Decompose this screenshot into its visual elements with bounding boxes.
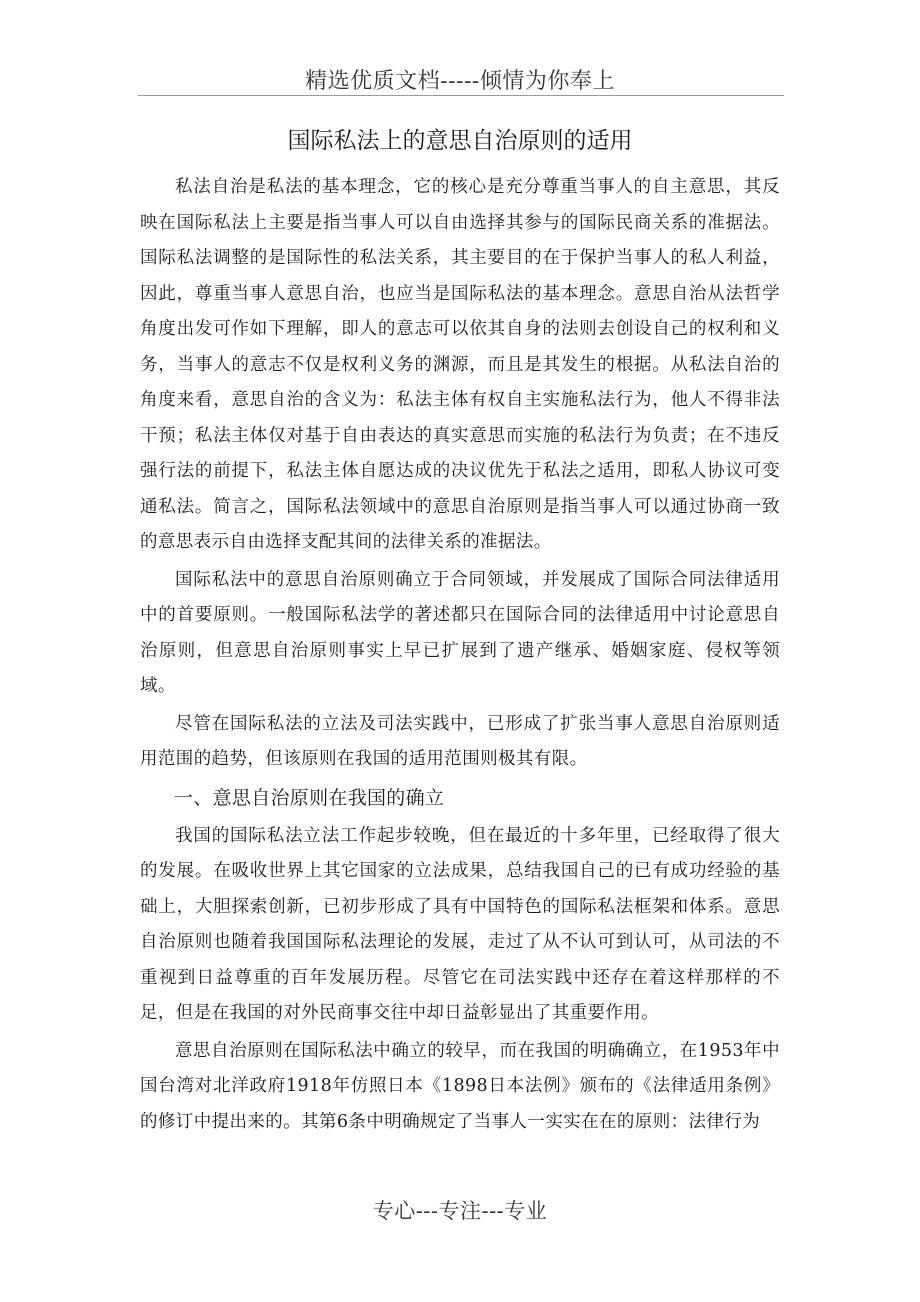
page-header: 精选优质文档-----倾情为你奉上 — [305, 69, 615, 94]
header-divider — [138, 95, 784, 96]
section-paragraph-1: 我国的国际私法立法工作起步较晚，但在最近的十多年里，已经取得了很大的发展。在吸收世界上其它国家的立法成果，总结我国自己的已有成功经验的基础上，大胆探索创新，已初步形成了具有中国特色的国际私法框架和体系。意思自治原则也随着我国国际私法理论的发展，走过了从不认可到认可，从司法的不重视到日益尊重的百年发展历程。尽管它在司法实践中还存在着这样那样的不足，但是在我国的对外民商事交往中却日益彰显出了其重要作用。 — [140, 825, 780, 1023]
section-heading: 一、意思自治原则在我国的确立 — [174, 786, 445, 809]
paragraph-2: 国际私法中的意思自治原则确立于合同领域，并发展成了国际合同法律适用中的首要原则。一般国际私法学的著述都只在国际合同的法律适用中讨论意思自治原则，但意思自治原则事实上早已扩展到了遗产继承、婚姻家庭、侵权等领域。 — [140, 569, 780, 696]
paragraph-1: 私法自治是私法的基本理念，它的核心是充分尊重当事人的自主意思，其反映在国际私法上主要是指当事人可以自由选择其参与的国际民商关系的准据法。国际私法调整的是国际性的私法关系，其主要目的在于保护当事人的私人利益，因此，尊重当事人意思自治，也应当是国际私法的基本理念。意思自治从法哲学角度出发可作如下理解，即人的意志可以依其自身的法则去创设自己的权利和义务，当事人的意志不仅是权利义务的渊源，而且是其发生的根据。从私法自治的角度来看，意思自治的含义为：私法主体有权自主实施私法行为，他人不得非法干预；私法主体仅对基于自由表达的真实意思而实施的私法行为负责；在不违反强行法的前提下，私法主体自愿达成的决议优先于私法之适用，即私人协议可变通私法。简言之，国际私法领域中的意思自治原则是指当事人可以通过协商一致的意思表示自由选择支配其间的法律关系的准据法。 — [140, 177, 780, 552]
section-paragraph-2: 意思自治原则在国际私法中确立的较早，而在我国的明确确立，在1953年中国台湾对北洋政府1918年仿照日本《1898日本法例》颁布的《法律适用条例》的修订中提出来的。其第6条中明确规定了当事人一实实在在的原则：法律行为 — [140, 1040, 780, 1132]
paragraph-3: 尽管在国际私法的立法及司法实践中，已形成了扩张当事人意思自治原则适用范围的趋势，但该原则在我国的适用范围则极其有限。 — [140, 713, 780, 769]
page-footer: 专心---专注---专业 — [372, 1199, 548, 1223]
document-title: 国际私法上的意思自治原则的适用 — [287, 128, 633, 154]
document-body — [140, 170, 780, 1140]
